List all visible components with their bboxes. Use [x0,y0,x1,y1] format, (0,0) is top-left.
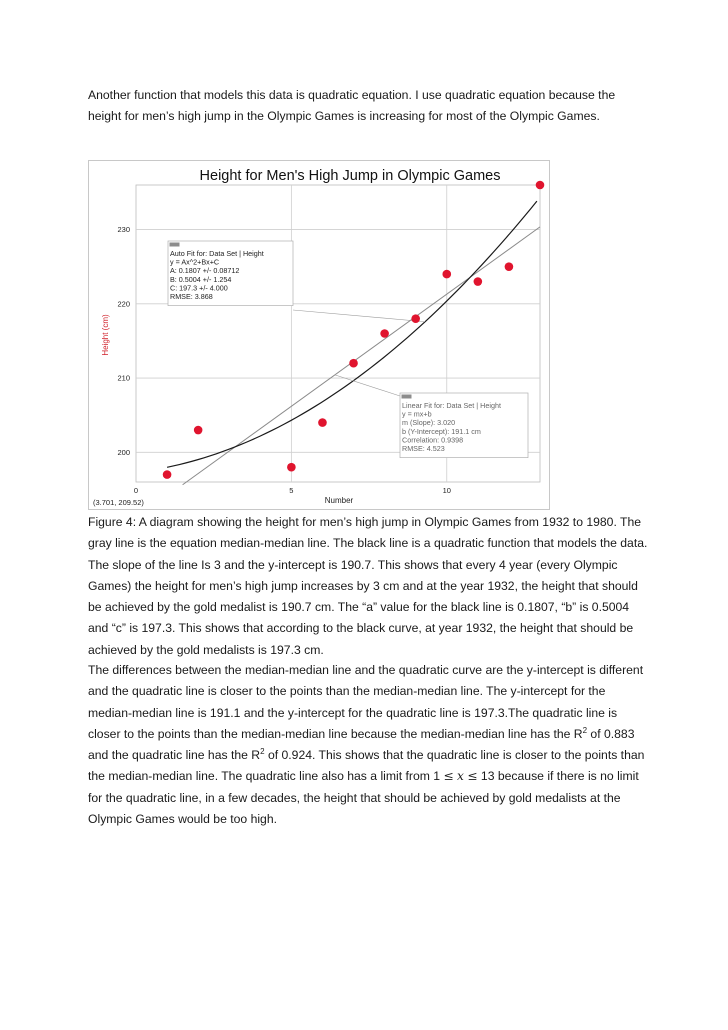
r-squared-superscript-1: 2 [582,725,588,735]
comparison-paragraph [88,660,648,830]
linear-fit-box-line: y = mx+b [402,409,432,419]
data-point [194,426,203,435]
data-point [442,270,451,279]
data-point [505,262,514,271]
y-tick-label: 220 [117,299,130,309]
quadratic-fit-box-line: RMSE: 3.868 [170,292,213,301]
le-symbol-1: ≤ [443,769,454,784]
data-point [318,418,327,427]
chart-svg [88,160,550,510]
quadratic-fit-box-line: B: 0.5004 +/- 1.254 [170,274,232,284]
para2-part3: of 0.924. This shows that the quadratic line is closer to the points than the median-median line. The quadratic line also has a limit from 1 [88,748,645,784]
linear-fit-box-line: b (Y-Intercept): 191.1 cm [402,426,481,436]
data-point [163,470,172,479]
y-tick-label: 210 [117,373,130,383]
high-jump-chart [88,160,550,510]
quadratic-fit-box-line: A: 0.1807 +/- 0.08712 [170,266,240,276]
x-axis-label: Number [324,496,354,505]
le-symbol-2: ≤ [467,769,478,784]
y-axis-label: Height (cm) [101,314,110,356]
quadratic-fit-box-line: y = Ax^2+Bx+C [170,257,220,267]
x-tick-label: 0 [133,486,139,495]
quadratic-fit-box-handle-icon [170,243,180,247]
data-point [536,181,545,190]
y-tick-label: 230 [117,225,130,235]
data-point [380,329,389,338]
para2-part2: of 0.883 and the quadratic line has the R [88,726,635,763]
linear-fit-box-line: m (Slope): 3.020 [402,418,456,428]
quadratic-fit-box-line: Auto Fit for: Data Set | Height [170,249,264,258]
quadratic-fit-box-line: C: 197.3 +/- 4.000 [170,283,228,293]
figure-caption: Figure 4: A diagram showing the height for men’s high jump in Olympic Games from 1932 to 1980. The gray line is the equation median-median line. The black line is a quadratic function that models the data. The slope of the line Is 3 and the y-intercept is 190.7. This shows that every 4 year (every Olympic Games) the height for men’s high jump increases by 3 cm and at the year 1932, the height that should be achieved by the gold medalist is 190.7 cm. The “a” value for the black line is 0.1807, “b” is 0.5004 and “c” is 197.3. This shows that according to the black curve, at year 1932, the height that should be achieved by the gold medalists is 197.3 cm. [88,515,648,657]
linear-fit-box-line: RMSE: 4.523 [402,444,445,453]
data-point [474,277,483,286]
math-variable-x: x [457,769,464,784]
coordinate-readout: (3.701, 209.52) [93,498,144,507]
chart-title: Height for Men's High Jump in Olympic Games [199,168,501,184]
linear-fit-box-line: Linear Fit for: Data Set | Height [402,401,501,410]
r-squared-superscript-2: 2 [260,747,265,757]
intro-paragraph: Another function that models this data is quadratic equation. I use quadratic equation because the height for men’s high jump in the Olympic Games is increasing for most of the Olympic Games. [88,88,616,124]
x-tick-label: 10 [442,486,451,495]
x-tick-label: 5 [289,486,294,495]
data-point [349,359,358,368]
data-point [287,463,296,472]
linear-fit-box-line: Correlation: 0.9398 [402,435,464,445]
para2-part4: 13 because if there is no limit for the quadratic line, in a few decades, the height that should be achieved by gold medalists at the Olympic Games would be too high. [88,769,639,827]
y-tick-label: 200 [117,447,130,457]
data-point [411,314,420,323]
linear-fit-box-handle-icon [402,395,412,399]
para2-part1: The differences between the median-median line and the quadratic curve are the y-intercept is different and the quadratic line is closer to the points than the median-median line. The y-intercept for the median-median line is 191.1 and the y-intercept for the quadratic line is 197.3.The quadratic line is closer to the points than the median-median line because the median-median line has the R [88,663,644,741]
